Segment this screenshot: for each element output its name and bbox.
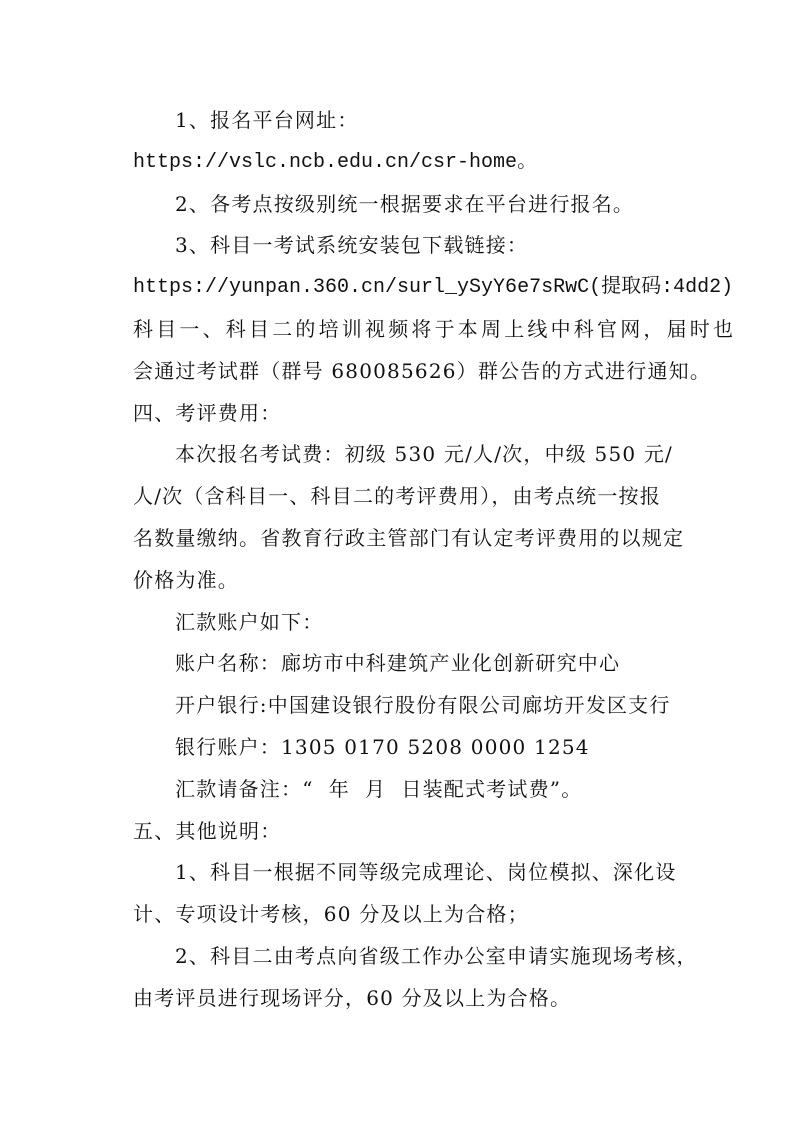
fees-text-line-3: 名数量缴纳。省教育行政主管部门有认定考评费用的以规定	[133, 525, 685, 550]
fees-text-line-1: 本次报名考试费：初级 530 元/人/次，中级 550 元/	[175, 442, 673, 467]
account-number: 银行账户：1305 0170 5208 0000 1254	[175, 734, 590, 759]
fees-text-line-4: 价格为准。	[133, 567, 239, 592]
registration-item-1-label: 1、报名平台网址：	[175, 108, 359, 132]
training-notice-line-1: 科目一、科目二的培训视频将于本周上线中科官网，届时也	[133, 316, 737, 341]
fees-heading: 四、考评费用：	[133, 400, 282, 425]
training-notice-line-2: 会通过考试群（群号 680085626）群公告的方式进行通知。	[133, 358, 712, 383]
fees-text-line-2: 人/次（含科目一、科目二的考评费用），由考点统一按报	[133, 484, 661, 509]
other-item-2-line-2: 由考评员进行现场评分，60 分及以上为合格。	[133, 985, 572, 1010]
download-url-link[interactable]: https://yunpan.360.cn/surl_ySyY6e7sRwC(提取码:4dd2)	[133, 276, 734, 300]
bank-name: 开户银行:中国建设银行股份有限公司廊坊开发区支行	[175, 693, 671, 718]
other-item-1-line-1: 1、科目一根据不同等级完成理论、岗位模拟、深化设	[175, 860, 677, 885]
registration-item-2: 2、各考点按级别统一根据要求在平台进行报名。	[175, 191, 635, 216]
account-intro: 汇款账户如下：	[175, 609, 324, 634]
account-name: 账户名称：廊坊市中科建筑产业化创新研究中心	[175, 651, 621, 676]
other-item-1-line-2: 计、专项设计考核，60 分及以上为合格；	[133, 902, 529, 927]
other-item-2-line-1: 2、科目二由考点向省级工作办公室申请实施现场考核，	[175, 943, 698, 968]
document-page	[133, 100, 737, 1020]
remittance-remark: 汇款请备注：“ 年 月 日装配式考试费”。	[175, 776, 583, 801]
registration-item-3-label: 3、科目一考试系统安装包下载链接：	[175, 233, 529, 258]
other-notes-heading: 五、其他说明：	[133, 818, 282, 843]
platform-url-link[interactable]: https://vslc.ncb.edu.cn/csr-home。	[133, 150, 538, 174]
